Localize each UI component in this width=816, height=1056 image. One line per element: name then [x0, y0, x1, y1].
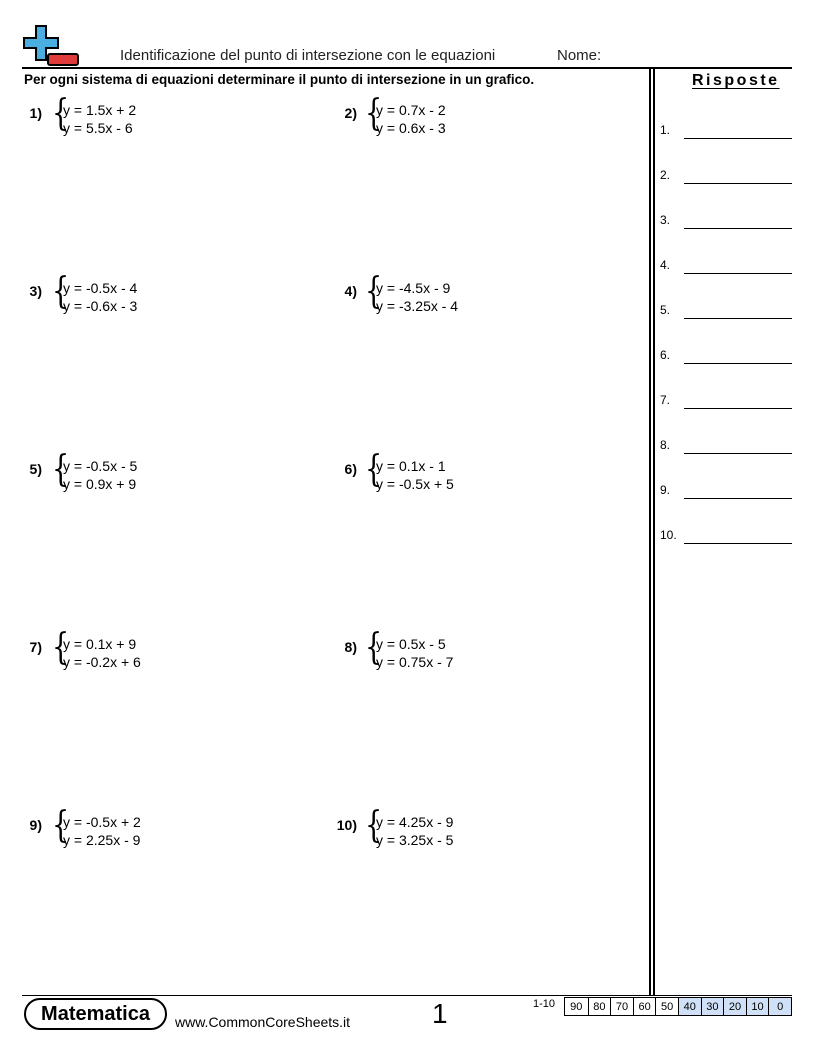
answer-blank[interactable]	[684, 318, 792, 319]
problem-number: 3)	[29, 283, 42, 299]
equation-2: y = -0.6x - 3	[63, 298, 138, 314]
system-brace: {	[365, 93, 383, 134]
answer-row-8	[660, 434, 792, 454]
answer-blank[interactable]	[684, 408, 792, 409]
answer-blank[interactable]	[684, 363, 792, 364]
problem-9	[24, 805, 324, 856]
problem-number: 2)	[344, 105, 357, 121]
system-brace: {	[52, 805, 70, 846]
answer-blank[interactable]	[684, 183, 792, 184]
answer-number: 1.	[660, 123, 671, 137]
plus-minus-logo-icon	[22, 24, 80, 68]
score-cell: 20	[723, 998, 746, 1015]
problem-3	[24, 271, 324, 322]
system-brace: {	[365, 449, 383, 490]
score-range-label: 1-10	[533, 998, 556, 1010]
equation-2: y = -3.25x - 4	[376, 298, 459, 314]
score-cell: 0	[768, 998, 791, 1015]
equation-2: y = 0.9x + 9	[63, 476, 137, 492]
equation-1: y = 0.1x + 9	[63, 636, 137, 652]
answer-row-4	[660, 254, 792, 274]
answer-row-9	[660, 479, 792, 499]
score-cell: 60	[633, 998, 656, 1015]
problem-5	[24, 449, 324, 500]
score-cell: 10	[746, 998, 769, 1015]
system-brace: {	[52, 271, 70, 312]
answer-row-3	[660, 209, 792, 229]
system-brace: {	[365, 805, 383, 846]
answer-blank[interactable]	[684, 273, 792, 274]
equation-2: y = 5.5x - 6	[63, 120, 133, 136]
score-cell: 80	[588, 998, 611, 1015]
brand-badge: Matematica	[24, 998, 167, 1030]
problem-number: 7)	[29, 639, 42, 655]
system-brace: {	[52, 449, 70, 490]
score-cell: 70	[610, 998, 633, 1015]
equation-2: y = 0.6x - 3	[376, 120, 446, 136]
equation-1: y = 1.5x + 2	[63, 102, 137, 118]
equation-1: y = 0.1x - 1	[376, 458, 446, 474]
system-brace: {	[365, 271, 383, 312]
problem-number: 6)	[344, 461, 357, 477]
score-cell: 40	[678, 998, 701, 1015]
answer-blank[interactable]	[684, 138, 792, 139]
answer-row-6	[660, 344, 792, 364]
answer-column-divider-inner	[653, 68, 655, 996]
answer-number: 10.	[660, 528, 677, 542]
answer-row-5	[660, 299, 792, 319]
equation-1: y = 0.5x - 5	[376, 636, 446, 652]
problem-number: 1)	[29, 105, 42, 121]
answer-blank[interactable]	[684, 543, 792, 544]
answer-blank[interactable]	[684, 453, 792, 454]
answer-row-7	[660, 389, 792, 409]
system-brace: {	[52, 93, 70, 134]
instructions: Per ogni sistema di equazioni determinare il punto di intersezione in un grafico.	[24, 72, 535, 87]
problem-number: 5)	[29, 461, 42, 477]
site-url: www.CommonCoreSheets.it	[175, 1014, 351, 1030]
equation-2: y = -0.2x + 6	[63, 654, 141, 670]
equation-1: y = 4.25x - 9	[376, 814, 454, 830]
answer-blank[interactable]	[684, 498, 792, 499]
score-cell: 50	[655, 998, 678, 1015]
page-number: 1	[432, 998, 448, 1029]
problem-number: 10)	[336, 817, 357, 833]
answer-number: 6.	[660, 348, 671, 362]
problem-number: 4)	[344, 283, 357, 299]
problem-10	[336, 805, 637, 856]
problem-6	[337, 449, 637, 500]
problem-7	[24, 627, 324, 678]
answers-title: Risposte	[692, 72, 780, 89]
problem-1	[24, 93, 324, 144]
answer-column-divider	[649, 68, 651, 996]
score-cell: 90	[570, 1000, 583, 1013]
answer-number: 4.	[660, 258, 671, 272]
equation-2: y = 2.25x - 9	[63, 832, 141, 848]
answer-row-1	[660, 119, 792, 139]
problem-8	[337, 627, 637, 678]
equation-1: y = -0.5x + 2	[63, 814, 141, 830]
answer-number: 2.	[660, 168, 671, 182]
header-divider	[22, 67, 792, 69]
equation-1: y = -0.5x - 4	[63, 280, 138, 296]
answer-number: 5.	[660, 303, 671, 317]
equation-1: y = -0.5x - 5	[63, 458, 138, 474]
equation-2: y = -0.5x + 5	[376, 476, 454, 492]
system-brace: {	[365, 627, 383, 668]
answer-row-10	[660, 524, 792, 544]
answer-number: 9.	[660, 483, 671, 497]
worksheet-title: Identificazione del punto di intersezione con le equazioni	[120, 47, 496, 64]
score-cell: 30	[701, 998, 724, 1015]
system-brace: {	[52, 627, 70, 668]
name-label: Nome:	[557, 47, 602, 64]
problem-2	[337, 93, 637, 144]
answer-row-2	[660, 164, 792, 184]
footer-divider	[22, 995, 792, 996]
answer-blank[interactable]	[684, 228, 792, 229]
equation-1: y = 0.7x - 2	[376, 102, 446, 118]
equation-2: y = 0.75x - 7	[376, 654, 454, 670]
answer-number: 7.	[660, 393, 671, 407]
problem-number: 9)	[29, 817, 42, 833]
equation-1: y = -4.5x - 9	[376, 280, 451, 296]
equation-2: y = 3.25x - 5	[376, 832, 454, 848]
score-table	[564, 997, 792, 1016]
answer-number: 3.	[660, 213, 671, 227]
problem-4	[337, 271, 637, 322]
problem-number: 8)	[344, 639, 357, 655]
answer-number: 8.	[660, 438, 671, 452]
